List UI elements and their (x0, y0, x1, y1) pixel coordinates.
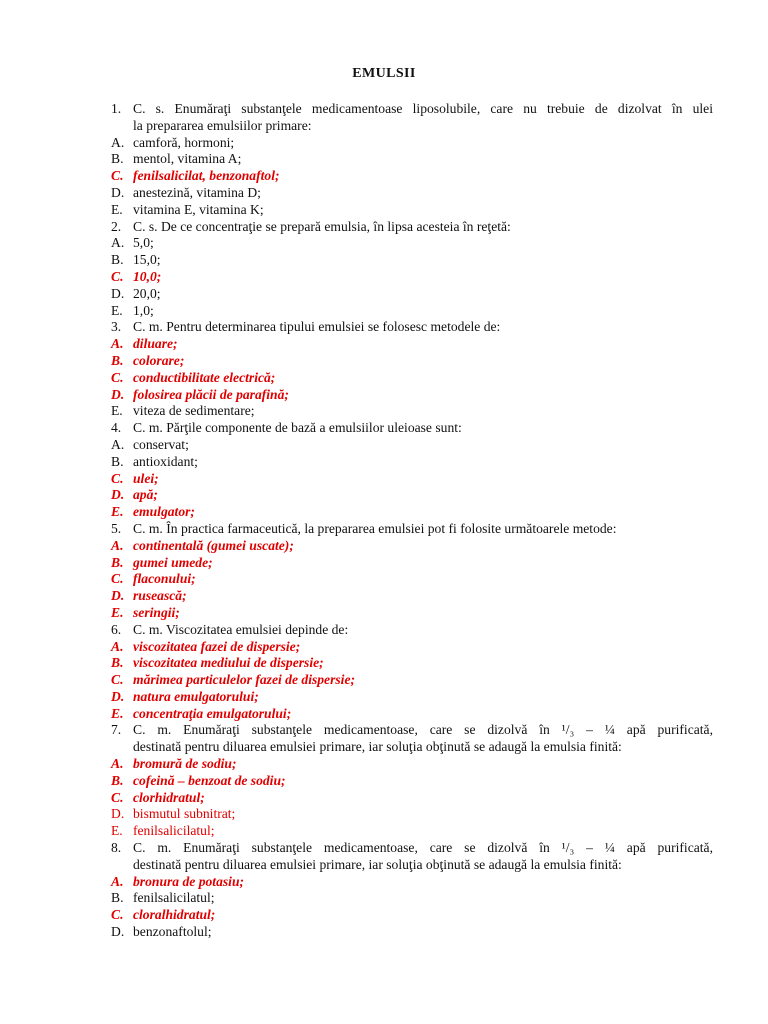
line-text: la prepararea emulsiilor primare: (133, 117, 312, 133)
question-line (111, 840, 713, 857)
question-line (111, 420, 713, 437)
answer-option (111, 689, 713, 706)
line-text: conservat; (133, 436, 189, 452)
line-text: folosirea plăcii de parafină; (133, 386, 289, 402)
line-label: C. (111, 571, 124, 587)
line-label: D. (111, 924, 125, 940)
line-text: C. s. Enumăraţi substanţele medicamentoase liposolubile, care nu trebuie de dizolvat în ulei (133, 101, 713, 116)
answer-option (111, 874, 713, 891)
answer-option (111, 773, 713, 790)
answer-option (111, 890, 713, 907)
line-label: 1. (111, 101, 122, 116)
answer-option (111, 790, 713, 807)
line-label: 3. (111, 319, 122, 335)
line-label: E. (111, 403, 123, 419)
question-continuation (111, 857, 713, 874)
line-label: 5. (111, 520, 122, 536)
line-text: destinată pentru diluarea emulsiei primare, iar soluţia obţinută se adaugă la emulsia finită: (133, 856, 622, 872)
question-continuation (111, 118, 713, 135)
answer-option (111, 471, 713, 488)
line-label: A. (111, 756, 124, 772)
question-line (111, 521, 713, 538)
line-text: viscozitatea mediului de dispersie; (133, 655, 324, 671)
line-label: E. (111, 201, 123, 217)
answer-option (111, 924, 713, 941)
line-text: bronura de potasiu; (133, 873, 245, 889)
line-label: 7. (111, 722, 122, 738)
line-text: C. m. Părţile componente de bază a emulsiilor uleioase sunt: (133, 420, 462, 436)
answer-option (111, 907, 713, 924)
question-line (111, 101, 713, 118)
answer-option (111, 806, 713, 823)
line-label: D. (111, 688, 125, 704)
line-text: destinată pentru diluarea emulsiei primare, iar soluţia obţinută se adaugă la emulsia finită: (133, 739, 622, 755)
line-text: emulgator; (133, 504, 195, 520)
line-text: conductibilitate electrică; (133, 369, 276, 385)
line-text: C. m. În practica farmaceutică, la prepararea emulsiei pot fi folosite următoarele metode: (133, 520, 617, 536)
line-text: fenilsalicilatul; (133, 890, 215, 906)
line-label: B. (111, 352, 124, 368)
line-text: vitamina E, vitamina K; (133, 201, 264, 217)
answer-option (111, 135, 713, 152)
line-text: antioxidant; (133, 453, 198, 469)
question-line (111, 622, 713, 639)
line-text: 10,0; (133, 268, 162, 284)
line-label: B. (111, 453, 124, 469)
line-label: B. (111, 772, 124, 788)
line-label: E. (111, 504, 124, 520)
line-text: C. m. Pentru determinarea tipului emulsiei se folosesc metodele de: (133, 319, 501, 335)
answer-option (111, 555, 713, 572)
answer-option (111, 672, 713, 689)
line-label: 4. (111, 420, 122, 436)
line-label: A. (111, 436, 125, 452)
answer-option (111, 588, 713, 605)
line-label: D. (111, 588, 125, 604)
answer-option (111, 639, 713, 656)
line-text: C. m. Enumăraţi substanţele medicamentoase, care se dizolvă în ¹/₃ – ¼ apă purificată, (133, 722, 713, 738)
line-text: 20,0; (133, 285, 161, 301)
line-text: ulei; (133, 470, 159, 486)
question-line (111, 722, 713, 739)
line-text: clorhidratul; (133, 789, 205, 805)
answer-option (111, 336, 713, 353)
answer-option (111, 504, 713, 521)
line-label: C. (111, 789, 124, 805)
line-label: C. (111, 907, 124, 923)
line-text: concentraţia emulgatorului; (133, 705, 292, 721)
answer-option (111, 269, 713, 286)
line-label: 2. (111, 218, 122, 234)
answer-option (111, 353, 713, 370)
line-text: mentol, vitamina A; (133, 151, 242, 167)
line-label: E. (111, 705, 124, 721)
answer-option (111, 387, 713, 404)
answer-option (111, 252, 713, 269)
line-label: A. (111, 537, 124, 553)
answer-option (111, 706, 713, 723)
line-label: A. (111, 134, 125, 150)
line-label: 8. (111, 840, 122, 856)
answer-option (111, 655, 713, 672)
line-text: benzonaftolul; (133, 924, 212, 940)
line-text: fenilsalicilatul; (133, 823, 215, 839)
line-text: anestezină, vitamina D; (133, 184, 261, 200)
answer-option (111, 168, 713, 185)
line-label: C. (111, 168, 124, 184)
line-label: C. (111, 672, 124, 688)
answer-option (111, 605, 713, 622)
line-label: 6. (111, 621, 122, 637)
answer-option (111, 487, 713, 504)
line-text: bismutul subnitrat; (133, 806, 236, 822)
line-label: D. (111, 285, 125, 301)
question-continuation (111, 739, 713, 756)
answer-option (111, 185, 713, 202)
answer-option (111, 202, 713, 219)
line-label: B. (111, 890, 124, 906)
line-text: camforă, hormoni; (133, 134, 235, 150)
line-text: mărimea particulelor fazei de dispersie; (133, 672, 356, 688)
question-line (111, 319, 713, 336)
line-text: 15,0; (133, 252, 161, 268)
line-text: seringii; (133, 604, 180, 620)
line-text: C. s. De ce concentraţie se prepară emulsia, în lipsa acesteia în reţetă: (133, 218, 511, 234)
line-text: bromură de sodiu; (133, 756, 237, 772)
answer-option (111, 403, 713, 420)
answer-option (111, 303, 713, 320)
answer-option (111, 437, 713, 454)
answer-option (111, 286, 713, 303)
line-text: cloralhidratul; (133, 907, 216, 923)
answer-option (111, 454, 713, 471)
answer-option (111, 538, 713, 555)
answer-option (111, 235, 713, 252)
line-label: A. (111, 336, 124, 352)
line-text: 1,0; (133, 302, 154, 318)
line-text: viteza de sedimentare; (133, 403, 255, 419)
line-label: D. (111, 487, 125, 503)
line-label: C. (111, 268, 124, 284)
line-label: A. (111, 873, 124, 889)
line-text: apă; (133, 487, 158, 503)
line-text: 5,0; (133, 235, 154, 251)
line-text: natura emulgatorului; (133, 688, 259, 704)
page-title: EMULSII (352, 66, 416, 81)
line-label: B. (111, 655, 124, 671)
line-text: gumei umede; (133, 554, 213, 570)
line-label: A. (111, 638, 124, 654)
line-label: B. (111, 151, 124, 167)
line-label: E. (111, 604, 124, 620)
line-text: colorare; (133, 352, 185, 368)
answer-option (111, 370, 713, 387)
line-label: C. (111, 369, 124, 385)
line-label: B. (111, 554, 124, 570)
answer-option (111, 756, 713, 773)
line-label: E. (111, 302, 123, 318)
question-line (111, 219, 713, 236)
answer-option (111, 823, 713, 840)
line-text: C. m. Viscozitatea emulsiei depinde de: (133, 621, 349, 637)
line-label: C. (111, 470, 124, 486)
line-label: A. (111, 235, 125, 251)
line-text: diluare; (133, 336, 178, 352)
answer-option (111, 571, 713, 588)
line-text: flaconului; (133, 571, 196, 587)
line-text: viscozitatea fazei de dispersie; (133, 638, 301, 654)
line-label: E. (111, 823, 123, 839)
line-label: D. (111, 806, 125, 822)
line-text: C. m. Enumăraţi substanţele medicamentoase, care se dizolvă în ¹/₃ – ¼ apă purificată, (133, 840, 713, 856)
line-text: cofeină – benzoat de sodiu; (133, 772, 286, 788)
line-label: B. (111, 252, 124, 268)
line-text: continentală (gumei uscate); (133, 537, 294, 553)
question-list (111, 101, 713, 941)
line-text: rusească; (133, 588, 187, 604)
line-label: D. (111, 184, 125, 200)
line-text: fenilsalicilat, benzonaftol; (133, 168, 280, 184)
line-label: D. (111, 386, 125, 402)
answer-option (111, 151, 713, 168)
